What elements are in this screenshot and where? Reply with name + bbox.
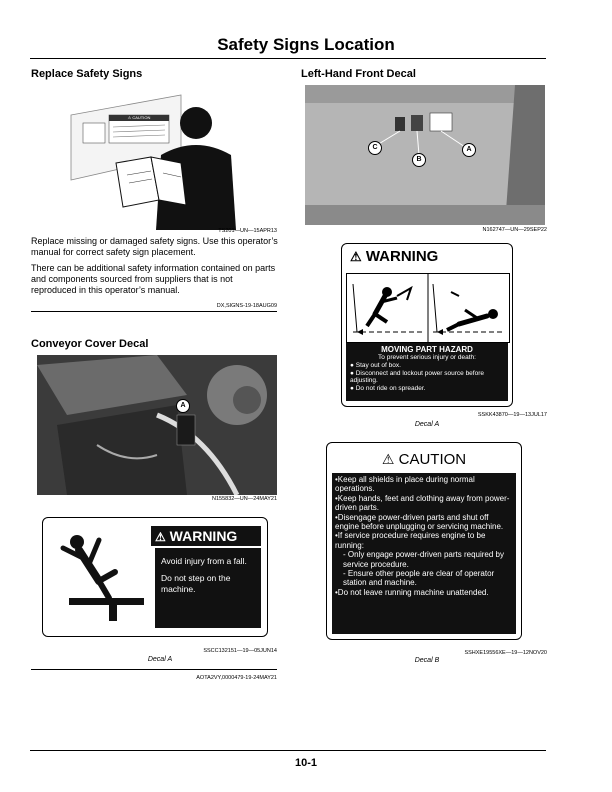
front-callout-a: A [462, 143, 476, 157]
page-number: 10-1 [294, 757, 318, 769]
moving-bullet-2: ● Disconnect and lockout power source before adjusting. [350, 369, 485, 384]
moving-part-decal [341, 243, 513, 407]
moving-decal-pictograms [346, 273, 510, 343]
conveyor-fig-caption: N155832—UN—24MAY21 [211, 496, 277, 502]
caution-sub-bullet-1: - Only engage power-driven parts required by service procedure. [343, 550, 504, 569]
replace-para-2: There can be additional safety information contained on parts and components sourced from suppliers that is not reproduced in this operator’s manual. [31, 263, 276, 295]
moving-bullet-3: ● Do not ride on spreader. [350, 384, 426, 392]
caution-sub-bullet-2: - Ensure other people are clear of operator station and machine. [343, 569, 495, 588]
replace-para-1: Replace missing or damaged safety signs. Use this operator’s manual for correct safety sign placement. [31, 236, 278, 257]
page-title: Safety Signs Location [217, 35, 395, 54]
moving-decal-header [350, 248, 500, 266]
fall-warning-header-text: WARNING [169, 528, 238, 544]
caution-bullet-2: •Keep hands, feet and clothing away from power-driven parts. [335, 493, 510, 513]
moving-decal-caption: SSKK43870—19—13JUL17 [477, 412, 547, 418]
front-callout-b: B [412, 153, 426, 167]
replace-ref: DX,SIGNS-19-18AUG09 [216, 303, 277, 309]
left-rule-1 [31, 311, 277, 312]
warning-triangle-icon: ⚠ [155, 530, 166, 544]
warning-triangle-icon: ⚠ [350, 249, 362, 264]
caution-decal-header-text: CAUTION [398, 451, 467, 468]
caution-bullet-3: •Disengage power-driven parts and shut off engine before unplugging or servicing machine. [335, 512, 504, 532]
caution-bullet-4: •If service procedure requires engine to be running: [335, 531, 486, 550]
moving-hazard-intro: To prevent serious injury or death: [378, 354, 476, 361]
fall-warning-header [151, 526, 261, 546]
caution-bullet-5: •Do not leave running machine unattended. [335, 587, 489, 597]
moving-bullet-1: ● Stay out of box. [350, 362, 401, 369]
caution-triangle-icon: ⚠ [381, 451, 395, 467]
fall-warning-decal [42, 517, 268, 637]
moving-bullet-2-text: Disconnect and lockout power source before adjusting. [350, 369, 485, 384]
moving-decal-label: Decal A [414, 421, 440, 428]
caution-decal [326, 442, 522, 640]
replace-panel-header: ⚠ CAUTION [127, 115, 151, 120]
title-rule [30, 58, 546, 59]
moving-hazard-title: MOVING PART HAZARD [381, 345, 473, 354]
fall-warning-line-1: Avoid injury from a fall. [161, 556, 247, 566]
replace-signs-figure [31, 85, 277, 230]
fall-decal-caption: SSCC132151—19—05JUN14 [203, 648, 277, 654]
conveyor-callout-a: A [176, 399, 190, 413]
replace-heading: Replace Safety Signs [31, 68, 143, 80]
caution-decal-label: Decal B [414, 657, 440, 664]
left-rule-2 [31, 669, 277, 670]
moving-decal-header-text: WARNING [365, 248, 439, 265]
footer-rule [30, 750, 546, 751]
moving-bullet-1-text: Stay out of box. [355, 362, 401, 369]
moving-bullet-3-text: Do not ride on spreader. [355, 384, 426, 392]
front-heading: Left-Hand Front Decal [301, 68, 416, 80]
fall-decal-label: Decal A [147, 656, 173, 663]
caution-bullet-1: •Keep all shields in place during normal operations. [335, 475, 475, 494]
conveyor-photo [37, 355, 277, 495]
fall-hazard-pictogram [49, 526, 149, 626]
front-decal-photo [305, 85, 545, 225]
caution-decal-caption: SSHXE19556XE—19—12NOV20 [464, 650, 547, 656]
front-fig-caption: N162747—UN—29SEP22 [482, 227, 547, 233]
moving-decal-message [346, 343, 508, 401]
replace-fig-caption: TS201—UN—15APR13 [218, 228, 277, 234]
caution-decal-message [332, 473, 516, 634]
bottom-ref: AOTA2VY,0000479-19-24MAY21 [196, 675, 277, 681]
fall-warning-message [155, 548, 261, 628]
caution-decal-header [327, 449, 521, 470]
fall-warning-line-2: Do not step on the machine. [161, 573, 231, 594]
conveyor-heading: Conveyor Cover Decal [31, 338, 149, 350]
front-callout-c: C [368, 141, 382, 155]
